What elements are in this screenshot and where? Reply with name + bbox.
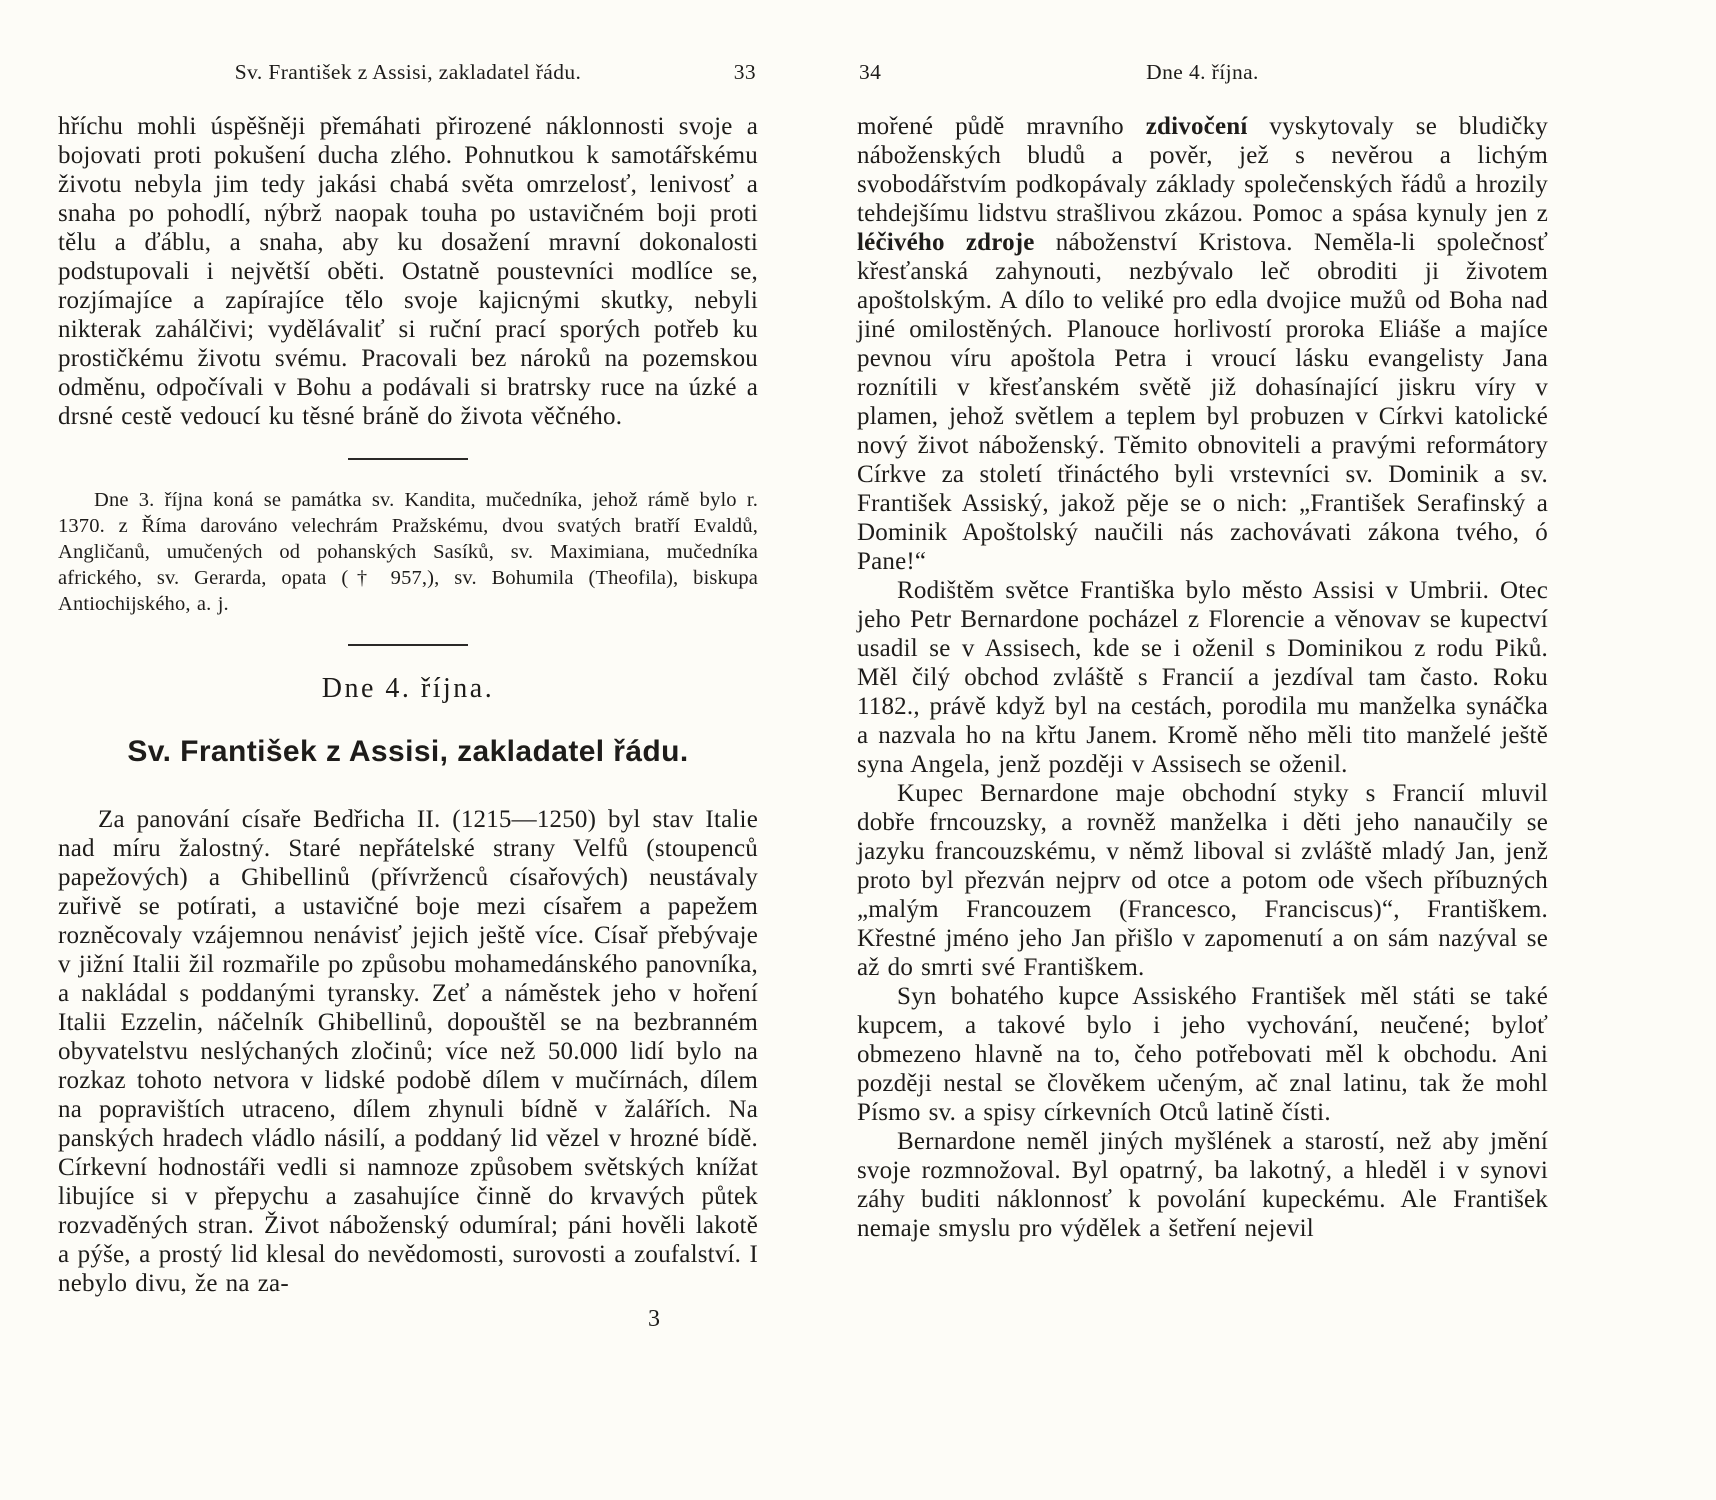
paragraph — [857, 982, 1548, 1127]
text-run: náboženství Kristova. Neměla-li společnosť křesťanská zahynouti, nezbývalo leč obroditi ji životem apoštolským. A dílo to veliké pro edla dvojice mužů od Boha nad jiné omilostěných. Planouce horlivostí proroka Eliáše a majíce pevnou víru apoštola Petra i vroucí lásku evangelisty Jana roznítili v křesťanském světě již dohasínající jiskru víry v plamen, jehož světlem a teplem byl probuzen v Církvi katolické nový život náboženský. Těmito obnoviteli a pravými reformátory Církve za století třináctého byli vrstevníci sv. Dominik a sv. František Assiský, jakož pěje se o nich: „František Serafinský a Dominik Apoštolský naučili nás zachovávati zákona tvého, ó Pane!“ — [857, 229, 1549, 575]
right-running-header — [857, 58, 1548, 86]
emphasized-text: léčivého zdroje — [857, 229, 1035, 256]
left-page — [0, 0, 815, 1500]
text-run: vyskytovaly se bludičky náboženských bludů a pověr, jež s nevěrou a lichým svobodářstvím podkopávaly základy společenských řádů a hrozily tehdejšímu lidstvu strašlivou zkázou. Pomoc a spása kynuly jen z — [857, 113, 1548, 227]
left-running-header — [58, 58, 758, 86]
right-page — [815, 0, 1716, 1500]
paragraph — [857, 1127, 1548, 1243]
right-page-number: 34 — [859, 60, 882, 84]
text-run: Bernardone neměl jiných myšlének a starostí, než aby jmění svoje rozmnožoval. Byl opatrný, ba lakotný, a hleděl i v synovi záhy buditi náklonnosť k povolání kupeckému. Ale František nemaje smyslu pro výdělek a šetření nejevil — [857, 1128, 1548, 1242]
separator-rule — [348, 644, 468, 646]
paragraph — [857, 779, 1548, 982]
text-run: Syn bohatého kupce Assiského František měl státi se také kupcem, a takové bylo i jeho vychování, neučené; byloť obmezeno hlavně na to, čeho potřebovati měl k obchodu. Ani později nestal se člověkem učeným, ač znal latinu, tak že mohl Písmo sv. a spisy církevních Otců latině čísti. — [857, 983, 1548, 1126]
text-run: Kupec Bernardone maje obchodní styky s Francií mluvil dobře frncouzsky, a rovněž manželka i děti jeho nanaučily se jazyku francouzskému, v němž liboval si zvláště mladý Jan, jenž proto byl přezván nejprv od otce a potom ode všech příbuzných „malým Francouzem (Francesco, Franciscus)“, Františkem. Křestné jméno jeho Jan přišlo v zapomenutí a on sám nazýval se až do smrti své Františkem. — [857, 780, 1548, 981]
paragraph — [857, 112, 1548, 576]
intro-paragraph: hříchu mohli úspěšněji přemáhati přirozené náklonnosti svoje a bojovati proti pokušení ducha zlého. Pohnutkou k samotářskému životu nebyla jim tedy jakási chabá světa omrzelosť, lenivosť a snaha po pohodlí, nýbrž naopak touha po ustavičném boji proti tělu a ďáblu, a snaha, aby ku dosažení mravní dokonalosti podstupovali i největší oběti. Ostatně poustevníci modlíce se, rozjímajíce a zapírajíce tělo svoje kajicnými skutky, nebyli nikterak zahálčivi; vydělávaliť si ruční prací sporých potřeb ku prostičkému životu svému. Pracovali bez nároků na pozemskou odměnu, odpočívali v Bohu a podávali si bratrsky ruce na úzké a drsné cestě vedoucí ku těsné bráně do života věčného. — [58, 113, 758, 430]
right-running-header-title: Dne 4. října. — [1146, 60, 1259, 84]
right-page-body — [857, 112, 1548, 1243]
emphasized-text: zdivočení — [1145, 113, 1248, 140]
section-title: Sv. František z Assisi, zakladatel řádu. — [127, 735, 689, 768]
text-run: Rodištěm světce Františka bylo město Assisi v Umbrii. Otec jeho Petr Bernardone pocházel z Florencie a věnovav se kupectví usadil se v Assisech, kde se i oženil s Dominikou z rodu Piků. Měl čilý obchod zvláště s Francií a jezdíval tam často. Roku 1182., právě když byl na cestách, porodila mu manželka synáčka a nazvala ho na křtu Janem. Kromě něho měli tito manželé ještě syna Angela, jenž později v Assisech se oženil. — [857, 577, 1548, 778]
body-paragraph: Za panování císaře Bedřicha II. (1215—1250) byl stav Italie nad míru žalostný. Staré nepřátelské strany Velfů (stoupenců papežových) a Ghibellinů (přívrženců císařových) neustávaly zuřivě se potírati, a ustavičné boje mezi císařem a papežem rozněcovaly vzájemnou nenávisť jejich ještě více. Císař přebývaje v jižní Italii žil rozmařile po způsobu mohamedánského panovníka, a nakládal s poddanými tyransky. Zeť a náměstek jeho v hoření Italii Ezzelin, náčelník Ghibellinů, dopouštěl se na bezbranném obyvatelstvu neslýchaných zločinů; více než 50.000 lidí bylo na rozkaz tohoto netvora v lidské podobě dílem v mučírnách, dílem na popravištích utraceno, dílem zhynuli bídně v žalářích. Na panských hradech vládlo násilí, a poddaný lid vězel v hrozné bídě. Církevní hodnostáři vedli si namnoze způsobem světských knížat libujíce si v přepychu a zasahujíce činně do krvavých půtek rozvaděných stran. Život náboženský odumíral; páni hověli lakotě a pýše, a prostý lid klesal do nevědomosti, surovosti a zoufalství. I nebylo divu, že na za- — [58, 806, 758, 1297]
left-running-header-title: Sv. František z Assisi, zakladatel řádu. — [234, 60, 582, 84]
signature-mark: 3 — [648, 1306, 660, 1332]
paragraph — [857, 576, 1548, 779]
left-page-number: 33 — [733, 60, 756, 84]
section-date-heading: Dne 4. října. — [321, 673, 495, 704]
calendar-note-paragraph: Dne 3. října koná se památka sv. Kandita, mučedníka, jehož rámě bylo r. 1370. z Říma darováno velechrám Pražskému, dvou svatých bratří Evaldů, Angličanů, umučených od pohanských Sasíků, sv. Maximiana, mučedníka afrického, sv. Gerarda, opata († 957,), sv. Bohumila (Theofila), biskupa Antiochijského, a. j. — [58, 489, 758, 615]
separator-rule — [348, 458, 468, 460]
text-run: mořené půdě mravního — [857, 113, 1146, 140]
